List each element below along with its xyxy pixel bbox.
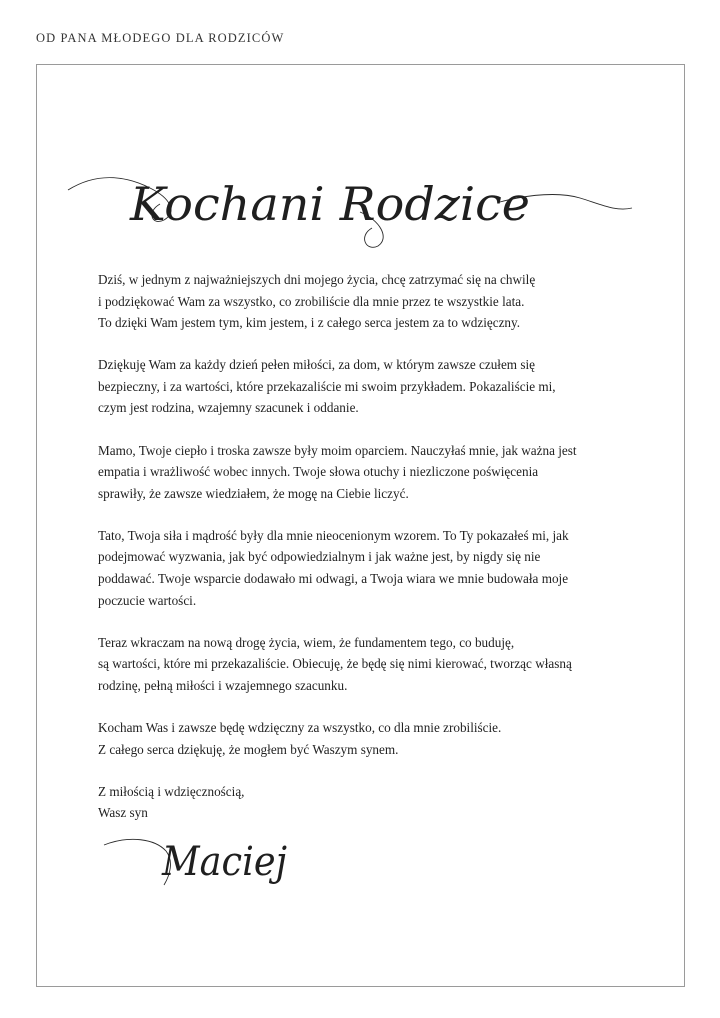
paragraph-line: są wartości, które mi przekazaliście. Obiecuję, że będę się nimi kierować, tworząc własną (98, 656, 572, 672)
heading-text: Kochani Rodzice (128, 177, 530, 231)
paragraph-3 (98, 440, 638, 505)
letter-body (98, 269, 638, 844)
paragraph-line: Dziś, w jednym z najważniejszych dni mojego życia, chcę zatrzymać się na chwilę (98, 272, 536, 287)
paragraph-line: Dziękuję Wam za każdy dzień pełen miłości, za dom, w którym zawsze czułem się (98, 357, 536, 373)
paragraph-line: poddawać. Twoje wsparcie dodawało mi odwagi, a Twoja wiara we mnie budowała moje (98, 571, 569, 587)
top-label: OD PANA MŁODEGO DLA RODZICÓW (36, 31, 285, 45)
paragraph-6 (98, 717, 638, 760)
paragraph-line: podejmować wyzwania, jak być odpowiedzialnym i jak ważne jest, by nigdy się nie (98, 549, 541, 565)
paragraph-line: rodzinę, pełną miłości i wzajemnego szacunku. (98, 677, 348, 693)
paragraph-line: i podziękować Wam za wszystko, co zrobiliście dla mnie przez te wszystkie lata. (98, 293, 525, 309)
closing-line: Z miłością i wdzięcznością, (98, 783, 245, 799)
paragraph-line: Tato, Twoja siła i mądrość były dla mnie nieocenionym wzorem. To Ty pokazałeś mi, jak (98, 527, 569, 543)
heading-script (60, 150, 660, 260)
paragraph-line: empatia i wrażliwość wobec innych. Twoje słowa otuchy i niezliczone poświęcenia (98, 464, 539, 480)
paragraph-line: poczucie wartości. (98, 592, 197, 608)
paragraph-line: Z całego serca dziękuję, że mogłem być Waszym synem. (98, 741, 399, 757)
paragraph-4 (98, 525, 638, 611)
paragraph-line: Mamo, Twoje ciepło i troska zawsze były moim oparciem. Nauczyłaś mnie, jak ważna jest (98, 442, 577, 458)
paragraph-line: bezpieczny, i za wartości, które przekazaliście mi swoim przykładem. Pokazaliście mi, (98, 378, 556, 394)
paragraph-2 (98, 354, 638, 419)
signature-text: Maciej (161, 839, 287, 885)
paragraph-1 (98, 269, 638, 334)
paragraph-5 (98, 632, 638, 697)
signature-flourish (104, 839, 170, 885)
paragraph-line: Teraz wkraczam na nową drogę życia, wiem, że fundamentem tego, co buduję, (98, 634, 515, 650)
paragraph-line: To dzięki Wam jestem tym, kim jestem, i z całego serca jestem za to wdzięczny. (98, 315, 521, 331)
closing-signoff: Wasz syn (98, 805, 148, 821)
signature-script (100, 815, 320, 905)
paragraph-line: czym jest rodzina, wzajemny szacunek i oddanie. (98, 400, 359, 416)
paragraph-line: Kocham Was i zawsze będę wdzięczny za wszystko, co dla mnie zrobiliście. (98, 720, 502, 735)
paragraph-line: sprawiły, że zawsze wiedziałem, że mogę na Ciebie liczyć. (98, 485, 409, 501)
